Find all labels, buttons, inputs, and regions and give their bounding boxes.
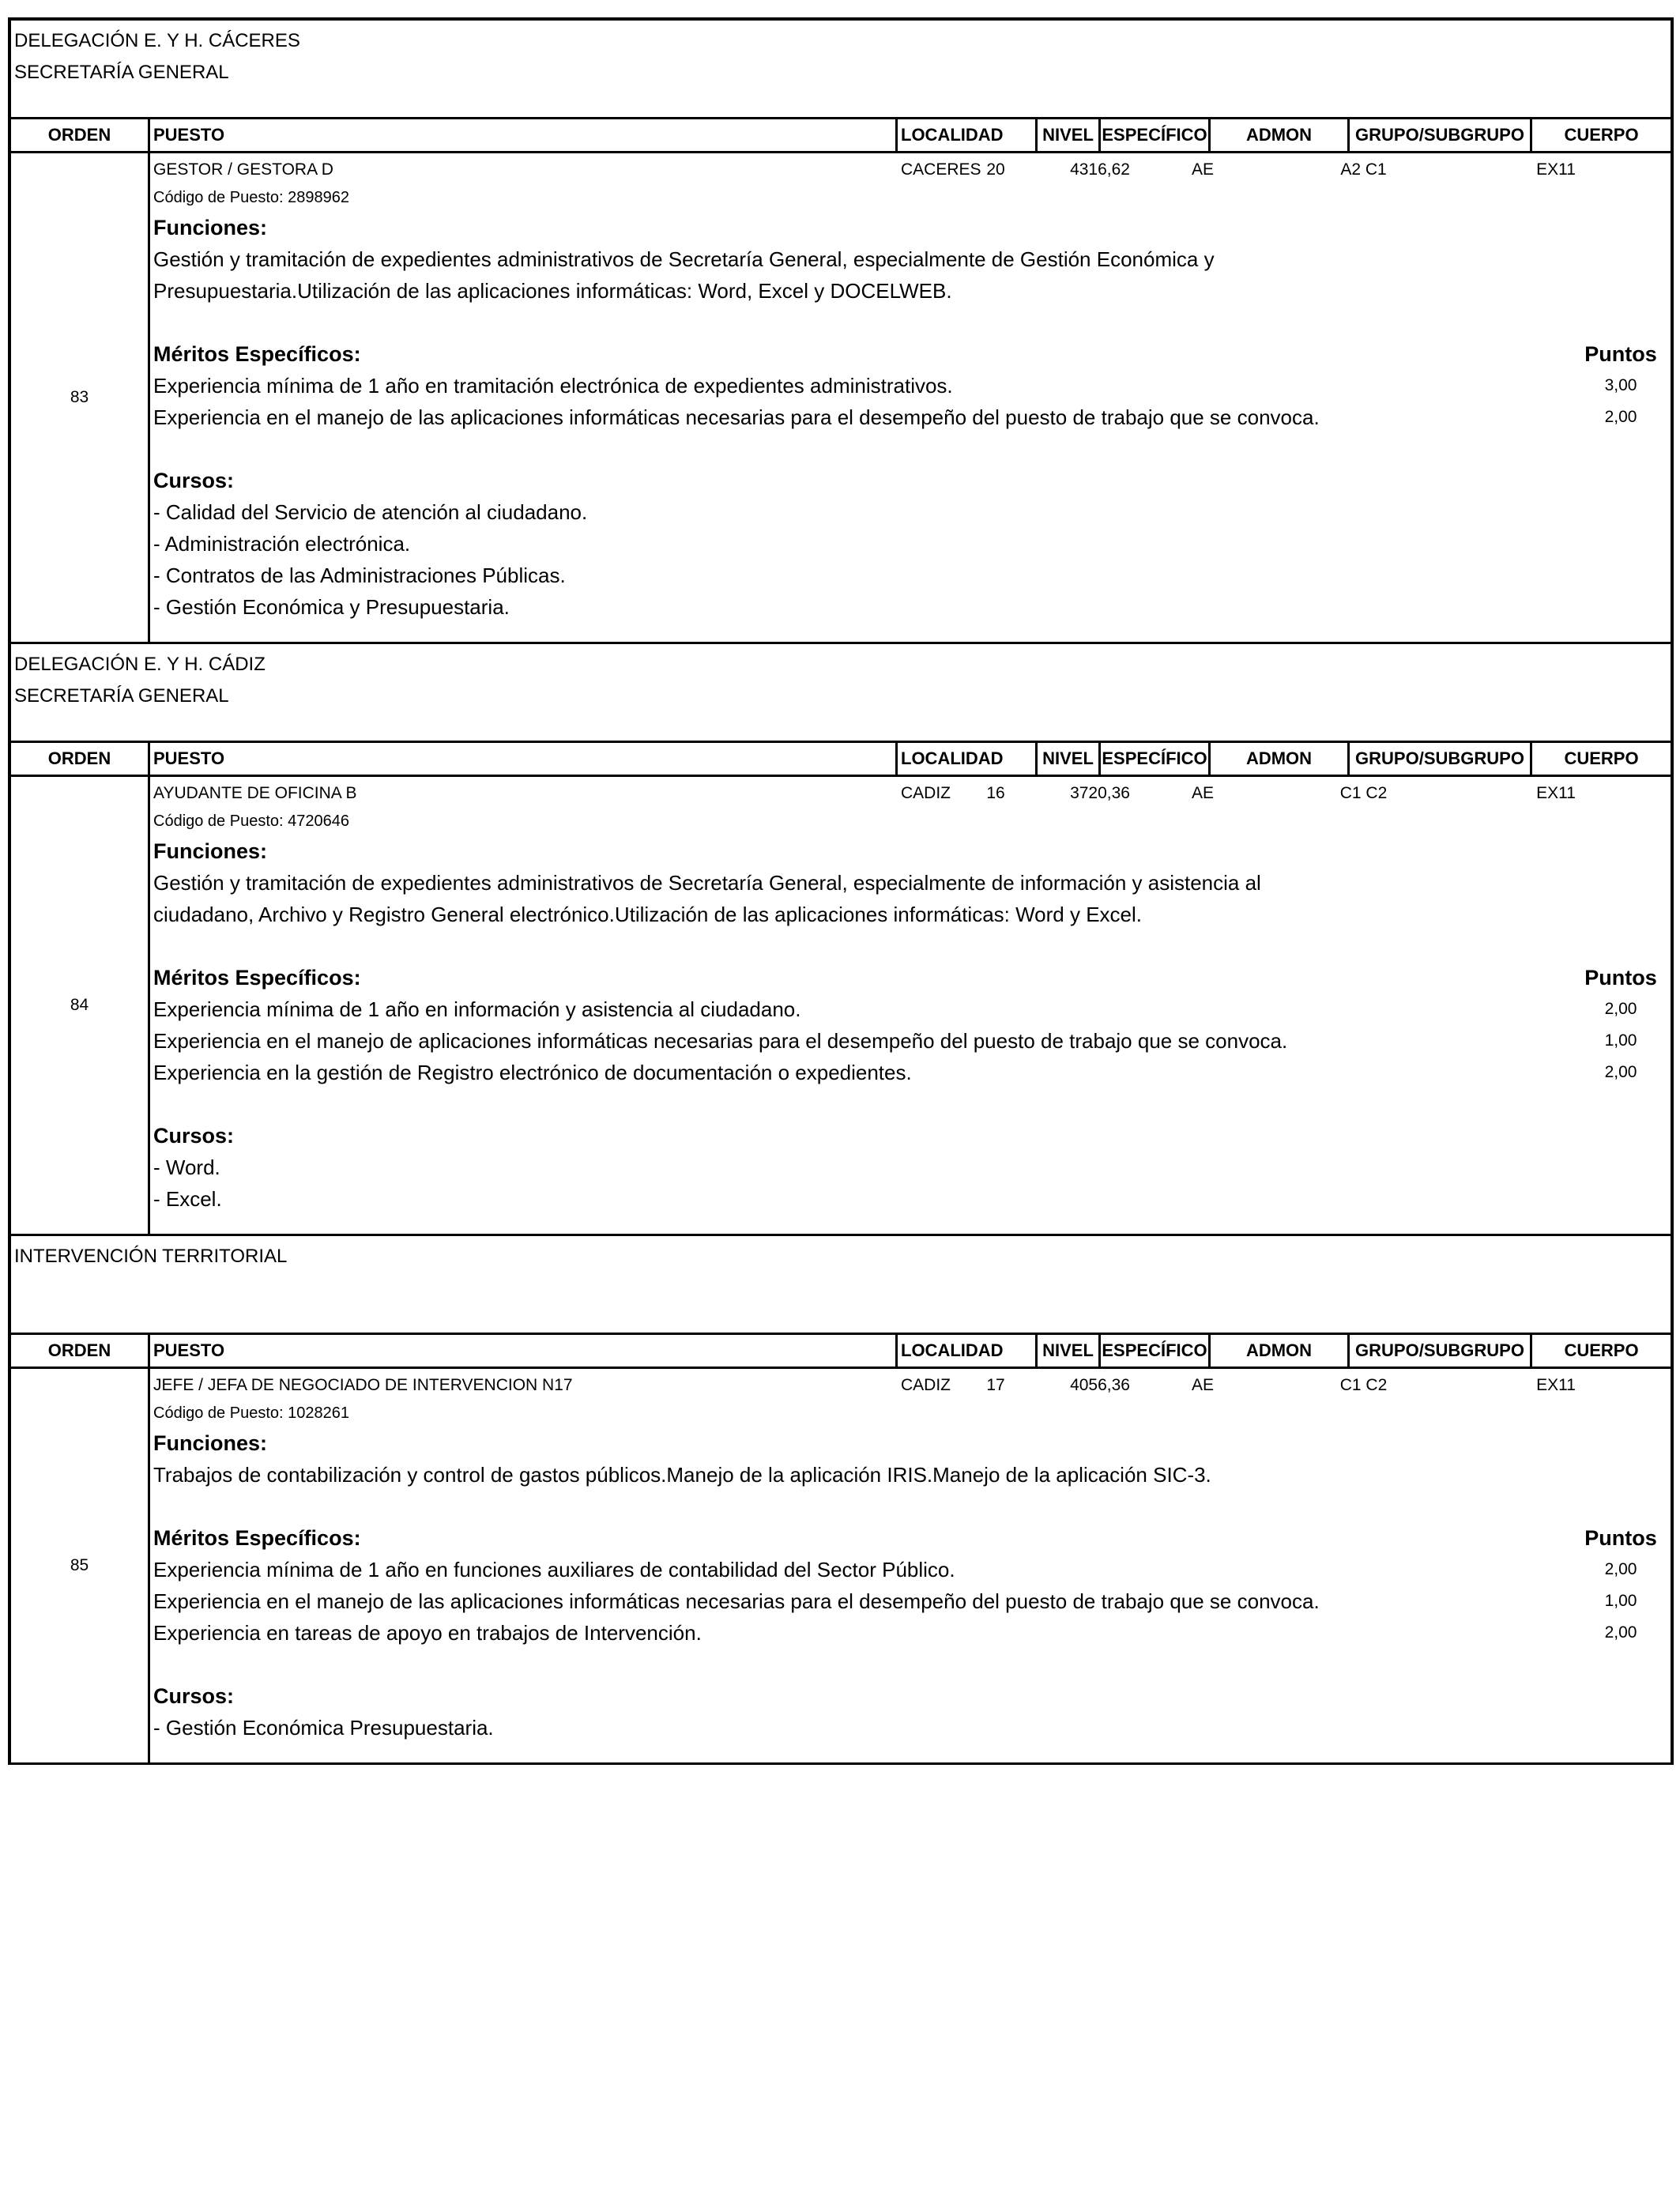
org-department <box>14 1272 1667 1304</box>
field-nivel: 16 <box>986 784 1005 802</box>
curso-item: - Gestión Económica y Presupuestaria. <box>153 595 510 619</box>
merito-row <box>153 1025 1671 1057</box>
position-summary-row <box>153 780 1671 807</box>
org-department: SECRETARÍA GENERAL <box>14 685 229 707</box>
col-header-orden: ORDEN <box>11 743 150 775</box>
col-header-cuerpo: CUERPO <box>1564 1340 1639 1360</box>
funciones-text: ciudadano, Archivo y Registro General electrónico.Utilización de las aplicaciones informáticas: Word y Excel. <box>153 903 1142 926</box>
orden-value: 85 <box>11 1369 150 1762</box>
spacer <box>153 1649 1671 1680</box>
merito-row <box>153 401 1671 433</box>
position-body <box>11 153 1671 642</box>
col-header-especifico: ESPECÍFICO <box>1101 743 1211 775</box>
col-header-especifico: ESPECÍFICO <box>1101 119 1211 151</box>
merito-text: Experiencia mínima de 1 año en información y asistencia al ciudadano. <box>153 997 801 1021</box>
merito-points: 1,00 <box>1604 1592 1637 1610</box>
curso-item: - Word. <box>153 1155 220 1179</box>
spacer <box>14 89 1667 117</box>
meritos-header <box>153 1522 1671 1554</box>
field-localidad: CACERES <box>901 160 981 179</box>
org-header <box>11 21 1671 117</box>
position-section <box>11 21 1671 644</box>
funciones-label: Funciones: <box>153 1431 268 1455</box>
column-header-row <box>11 117 1671 153</box>
col-header-puesto: PUESTO <box>150 1335 898 1367</box>
field-puesto: AYUDANTE DE OFICINA B <box>153 784 357 802</box>
funciones-text: Presupuestaria.Utilización de las aplicaciones informáticas: Word, Excel y DOCELWEB. <box>153 279 952 303</box>
merito-points: 1,00 <box>1604 1031 1637 1050</box>
meritos-label: Méritos Específicos: <box>153 966 361 990</box>
field-cuerpo: EX11 <box>1536 160 1576 179</box>
meritos-label: Méritos Específicos: <box>153 342 361 366</box>
merito-row <box>153 1057 1671 1088</box>
puntos-label: Puntos <box>1584 1526 1657 1550</box>
org-name: DELEGACIÓN E. Y H. CÁCERES <box>14 30 300 51</box>
merito-row <box>153 370 1671 401</box>
puntos-label: Puntos <box>1584 966 1657 990</box>
col-header-grupo: GRUPO/SUBGRUPO <box>1350 119 1532 151</box>
funciones-text: Gestión y tramitación de expedientes administrativos de Secretaría General, especialmente de Gestión Económica y <box>153 247 1215 271</box>
curso-item: - Administración electrónica. <box>153 532 411 556</box>
merito-points: 2,00 <box>1604 408 1637 426</box>
spacer <box>14 712 1667 741</box>
col-header-localidad: LOCALIDAD <box>898 743 1038 775</box>
column-header-row <box>11 1333 1671 1369</box>
spacer <box>153 1088 1671 1120</box>
merito-text: Experiencia en la gestión de Registro electrónico de documentación o expedientes. <box>153 1061 912 1084</box>
merito-text: Experiencia en tareas de apoyo en trabajos de Intervención. <box>153 1621 702 1645</box>
field-admon: AE <box>1191 784 1214 802</box>
puntos-label: Puntos <box>1584 342 1657 366</box>
col-header-cuerpo: CUERPO <box>1564 748 1639 768</box>
meritos-header <box>153 338 1671 370</box>
field-cuerpo: EX11 <box>1536 784 1576 802</box>
job-listing-document <box>8 17 1674 1765</box>
field-admon: AE <box>1191 160 1214 179</box>
org-name: DELEGACIÓN E. Y H. CÁDIZ <box>14 654 266 675</box>
funciones-text: Trabajos de contabilización y control de gastos públicos.Manejo de la aplicación IRIS.Manejo de la aplicación SIC-3. <box>153 1463 1211 1487</box>
col-header-localidad: LOCALIDAD <box>898 119 1038 151</box>
col-header-localidad: LOCALIDAD <box>898 1335 1038 1367</box>
spacer <box>153 433 1671 465</box>
field-nivel: 20 <box>986 160 1005 179</box>
col-header-especifico: ESPECÍFICO <box>1101 1335 1211 1367</box>
position-section <box>11 1236 1671 1765</box>
curso-item: - Calidad del Servicio de atención al ciudadano. <box>153 500 588 524</box>
col-header-grupo: GRUPO/SUBGRUPO <box>1350 1335 1532 1367</box>
meritos-label: Méritos Específicos: <box>153 1526 361 1550</box>
col-header-admon: ADMON <box>1211 1335 1350 1367</box>
field-nivel: 17 <box>986 1376 1005 1394</box>
col-header-grupo: GRUPO/SUBGRUPO <box>1350 743 1532 775</box>
merito-text: Experiencia en el manejo de las aplicaciones informáticas necesarias para el desempeño del puesto de trabajo que se convoca. <box>153 405 1320 429</box>
field-grupo: C1 C2 <box>1339 784 1388 802</box>
merito-points: 2,00 <box>1604 1063 1637 1081</box>
field-admon: AE <box>1191 1376 1214 1394</box>
cursos-label: Cursos: <box>153 469 235 492</box>
merito-points: 2,00 <box>1604 1623 1637 1642</box>
codigo-puesto: Código de Puesto: 1028261 <box>153 1404 349 1422</box>
orden-value: 84 <box>11 777 150 1234</box>
merito-text: Experiencia en el manejo de las aplicaciones informáticas necesarias para el desempeño del puesto de trabajo que se convoca. <box>153 1589 1320 1613</box>
field-especifico: 3720,36 <box>1070 784 1130 802</box>
col-header-cuerpo: CUERPO <box>1564 125 1639 145</box>
field-puesto: GESTOR / GESTORA D <box>153 160 333 179</box>
org-header <box>11 644 1671 741</box>
org-name: INTERVENCIÓN TERRITORIAL <box>14 1246 288 1267</box>
spacer <box>153 930 1671 962</box>
curso-item: - Excel. <box>153 1187 222 1211</box>
spacer <box>14 1304 1667 1333</box>
position-content <box>150 153 1671 642</box>
merito-text: Experiencia mínima de 1 año en funciones auxiliares de contabilidad del Sector Público. <box>153 1558 955 1581</box>
col-header-puesto: PUESTO <box>150 743 898 775</box>
position-body <box>11 1369 1671 1762</box>
position-body <box>11 777 1671 1234</box>
funciones-label: Funciones: <box>153 839 268 863</box>
position-summary-row <box>153 156 1671 183</box>
col-header-admon: ADMON <box>1211 743 1350 775</box>
position-content <box>150 1369 1671 1762</box>
field-grupo: C1 C2 <box>1339 1376 1388 1394</box>
field-localidad: CADIZ <box>901 1376 951 1394</box>
merito-points: 2,00 <box>1604 1560 1637 1578</box>
merito-row <box>153 1585 1671 1617</box>
funciones-label: Funciones: <box>153 216 268 239</box>
field-localidad: CADIZ <box>901 784 951 802</box>
curso-item: - Contratos de las Administraciones Públicas. <box>153 564 566 587</box>
merito-row <box>153 1617 1671 1649</box>
curso-item: - Gestión Económica Presupuestaria. <box>153 1716 494 1740</box>
cursos-label: Cursos: <box>153 1124 235 1148</box>
codigo-puesto: Código de Puesto: 4720646 <box>153 812 349 830</box>
col-header-puesto: PUESTO <box>150 119 898 151</box>
field-puesto: JEFE / JEFA DE NEGOCIADO DE INTERVENCION N17 <box>153 1376 573 1394</box>
meritos-header <box>153 962 1671 993</box>
merito-text: Experiencia mínima de 1 año en tramitación electrónica de expedientes administrativos. <box>153 374 953 398</box>
col-header-nivel: NIVEL <box>1038 743 1101 775</box>
col-header-admon: ADMON <box>1211 119 1350 151</box>
orden-value: 83 <box>11 153 150 642</box>
merito-text: Experiencia en el manejo de aplicaciones informáticas necesarias para el desempeño del puesto de trabajo que se convoca. <box>153 1029 1288 1053</box>
merito-row <box>153 993 1671 1025</box>
field-especifico: 4316,62 <box>1070 160 1130 179</box>
position-content <box>150 777 1671 1234</box>
merito-points: 2,00 <box>1604 1000 1637 1018</box>
merito-points: 3,00 <box>1604 376 1637 394</box>
cursos-label: Cursos: <box>153 1684 235 1708</box>
spacer <box>153 307 1671 338</box>
org-header <box>11 1236 1671 1333</box>
field-especifico: 4056,36 <box>1070 1376 1130 1394</box>
spacer <box>153 1491 1671 1522</box>
col-header-nivel: NIVEL <box>1038 1335 1101 1367</box>
merito-row <box>153 1554 1671 1585</box>
col-header-nivel: NIVEL <box>1038 119 1101 151</box>
field-grupo: A2 C1 <box>1340 160 1387 179</box>
col-header-orden: ORDEN <box>11 1335 150 1367</box>
codigo-puesto: Código de Puesto: 2898962 <box>153 189 349 206</box>
org-department: SECRETARÍA GENERAL <box>14 62 229 83</box>
position-summary-row <box>153 1372 1671 1399</box>
funciones-text: Gestión y tramitación de expedientes administrativos de Secretaría General, especialmente de información y asistencia al <box>153 871 1261 895</box>
field-cuerpo: EX11 <box>1536 1376 1576 1394</box>
col-header-orden: ORDEN <box>11 119 150 151</box>
column-header-row <box>11 741 1671 777</box>
position-section <box>11 644 1671 1236</box>
